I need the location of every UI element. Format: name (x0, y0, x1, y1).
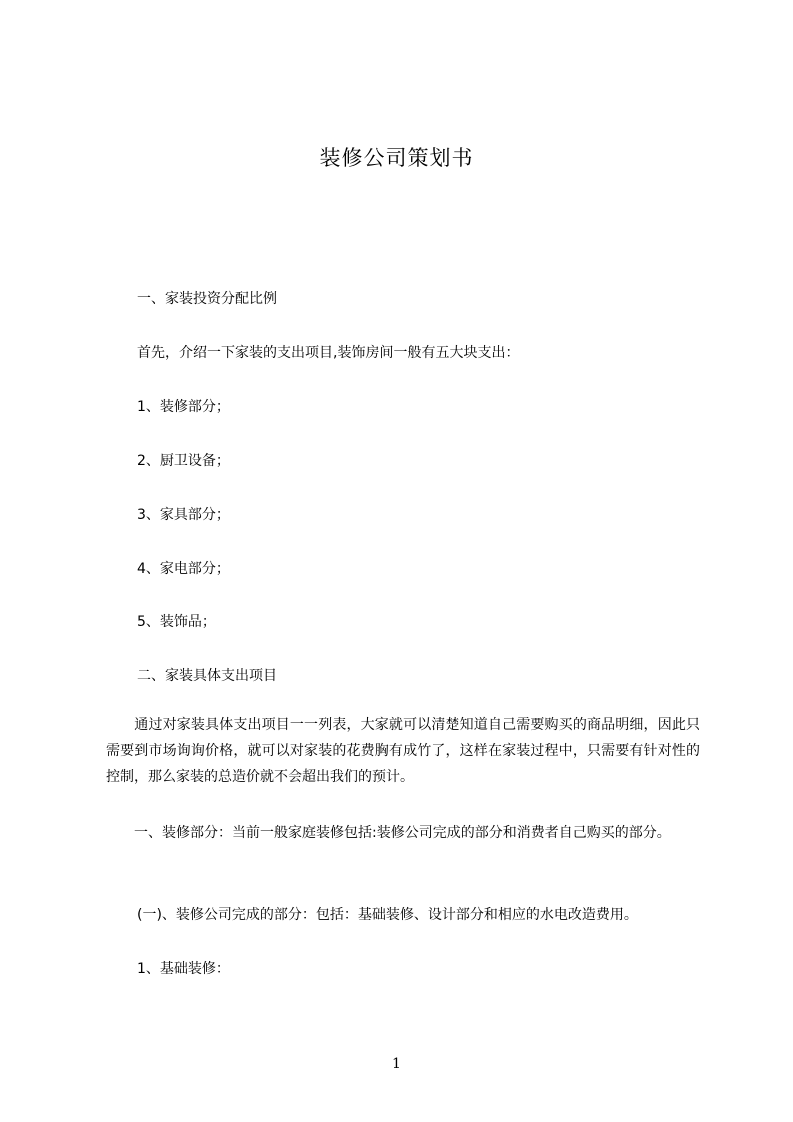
body-paragraph: 一、装修部分：当前一般家庭装修包括:装修公司完成的部分和消费者自己购买的部分。 (106, 825, 671, 841)
intro-text: 首先，介绍一下家装的支出项目,装饰房间一般有五大块支出： (137, 345, 520, 361)
subitem-heading: 1、基础装修： (137, 961, 230, 977)
list-item: 3、家具部分； (137, 507, 230, 523)
document-title: 装修公司策划书 (319, 146, 474, 170)
section-heading-investment-ratio: 一、家装投资分配比例 (137, 291, 277, 307)
list-item: 5、装饰品； (137, 614, 216, 630)
section-heading-expense-items: 二、家装具体支出项目 (137, 668, 277, 684)
body-paragraph: 通过对家装具体支出项目一一列表，大家就可以清楚知道自己需要购买的商品明细，因此只需要到市场询询价格，就可以对家装的花费胸有成竹了，这样在家装过程中，只需要有针对性的控制，那么家装的总造价就不会超出我们的预计。 (106, 717, 700, 785)
page-number: 1 (392, 1056, 401, 1072)
subsection-heading: (一)、装修公司完成的部分：包括：基础装修、设计部分和相应的水电改造费用。 (137, 907, 638, 923)
list-item: 2、厨卫设备； (137, 453, 230, 469)
list-item: 1、装修部分； (137, 399, 230, 415)
list-item: 4、家电部分； (137, 561, 230, 577)
